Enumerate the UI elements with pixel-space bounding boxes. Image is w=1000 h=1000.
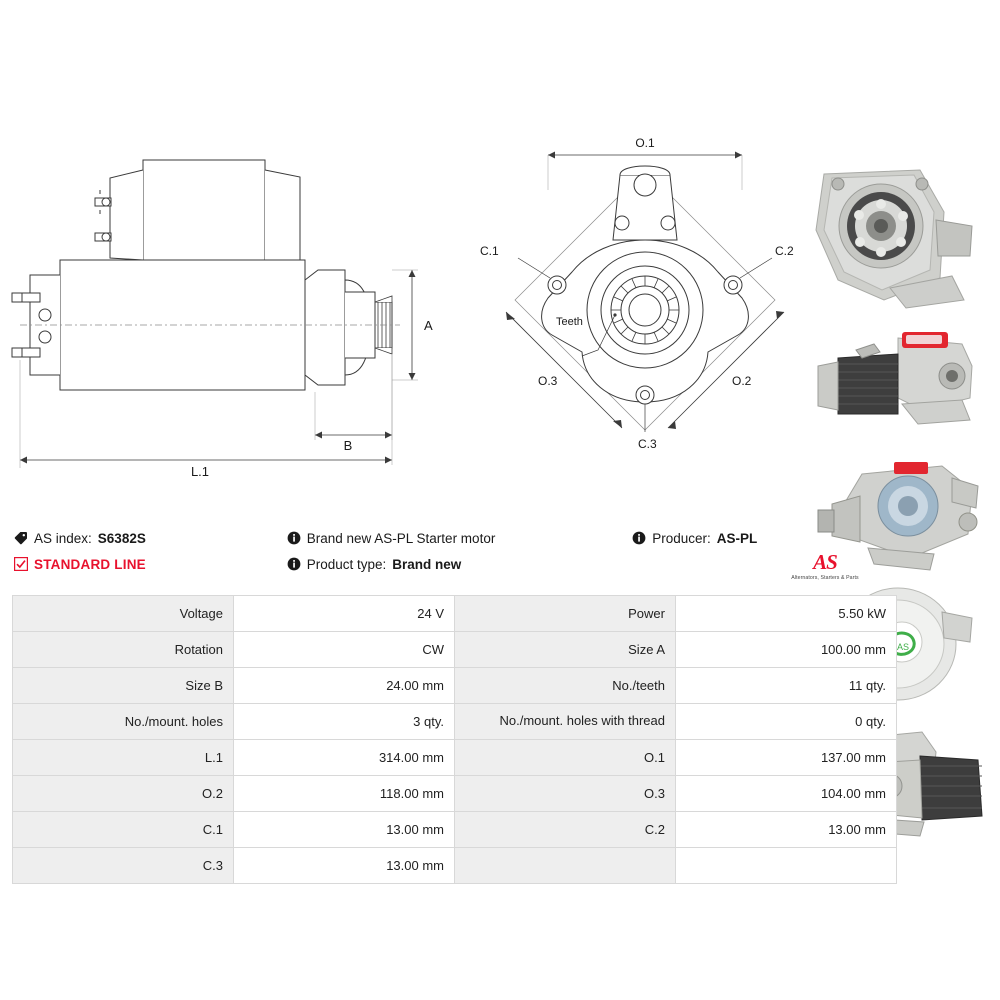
table-row [13,812,897,848]
dim-c3-label: C.3 [638,437,657,451]
spec-label: C.2 [455,812,676,848]
logo-subtitle: Alternators, Starters & Parts [791,575,859,581]
dim-o1-label: O.1 [635,136,655,150]
spec-value: 13.00 mm [234,812,455,848]
spec-value: 24 V [234,596,455,632]
spec-value: 100.00 mm [676,632,897,668]
product-type-label: Product type: [306,556,387,572]
dim-o2-label: O.2 [732,374,752,388]
info-row-1 [14,525,814,551]
dim-c2-label: C.2 [775,244,794,258]
spec-value: CW [234,632,455,668]
spec-empty-value [676,848,897,884]
spec-value: 11 qty. [676,668,897,704]
photo-side-svg [802,314,992,444]
svg-text:AS: AS [897,642,910,652]
spec-value: 104.00 mm [676,776,897,812]
dim-o3-label: O.3 [538,374,558,388]
tag-icon [14,531,28,545]
spec-label: Voltage [13,596,234,632]
spec-label: O.2 [13,776,234,812]
dim-c1-label: C.1 [480,244,499,258]
spec-value: 0 qty. [676,704,897,740]
spec-value: 13.00 mm [676,812,897,848]
spec-label: C.1 [13,812,234,848]
spec-value: 314.00 mm [234,740,455,776]
product-type-value: Brand new [392,556,462,572]
table-row [13,596,897,632]
product-photo-front[interactable] [802,160,992,310]
logo-mark: AS [813,550,837,574]
spec-label: Rotation [13,632,234,668]
standard-line-cell [14,557,287,572]
as-index-label: AS index: [34,530,92,546]
spec-empty-label [455,848,676,884]
info-icon [287,557,301,571]
spec-value: 5.50 kW [676,596,897,632]
info-icon [287,531,301,545]
table-row [13,668,897,704]
brand-new-text: Brand new AS-PL Starter motor [306,530,496,546]
info-row-2 [14,551,814,577]
spec-label: L.1 [13,740,234,776]
brand-new-cell [287,531,632,546]
specification-rows [13,596,897,884]
spec-label: C.3 [13,848,234,884]
technical-drawings [0,130,810,520]
table-row [13,632,897,668]
table-row [13,704,897,740]
checkbox-icon [14,557,28,571]
specification-table [12,595,897,884]
as-index-cell [14,531,287,546]
dim-l1-label: L.1 [190,464,210,479]
dim-b-label: B [343,438,353,453]
spec-value: 137.00 mm [676,740,897,776]
product-info-block [14,525,814,577]
spec-value: 13.00 mm [234,848,455,884]
spec-label: O.3 [455,776,676,812]
spec-label: No./teeth [455,668,676,704]
producer-value: AS-PL [716,530,758,546]
as-pl-logo [780,552,870,581]
spec-label: No./mount. holes with thread [455,704,676,740]
producer-label: Producer: [652,530,711,546]
spec-value: 3 qty. [234,704,455,740]
table-row [13,776,897,812]
spec-label: Size B [13,668,234,704]
front-view-drawing [480,136,794,451]
drawings-svg [0,130,810,520]
as-index-value: S6382S [97,530,146,546]
product-type-cell [287,557,632,572]
product-photo-side-labeled[interactable] [802,314,992,444]
spec-label: Power [455,596,676,632]
spec-label: O.1 [455,740,676,776]
standard-line-label: STANDARD LINE [34,556,146,572]
spec-value: 118.00 mm [234,776,455,812]
dim-a-label: A [424,318,433,333]
spec-label: Size A [455,632,676,668]
table-row [13,740,897,776]
table-row [13,848,897,884]
producer-cell [632,531,814,546]
side-view-drawing [12,160,433,479]
photo-front-svg [802,160,992,310]
spec-label: No./mount. holes [13,704,234,740]
info-icon [632,531,646,545]
teeth-label: Teeth [556,316,583,328]
spec-value: 24.00 mm [234,668,455,704]
